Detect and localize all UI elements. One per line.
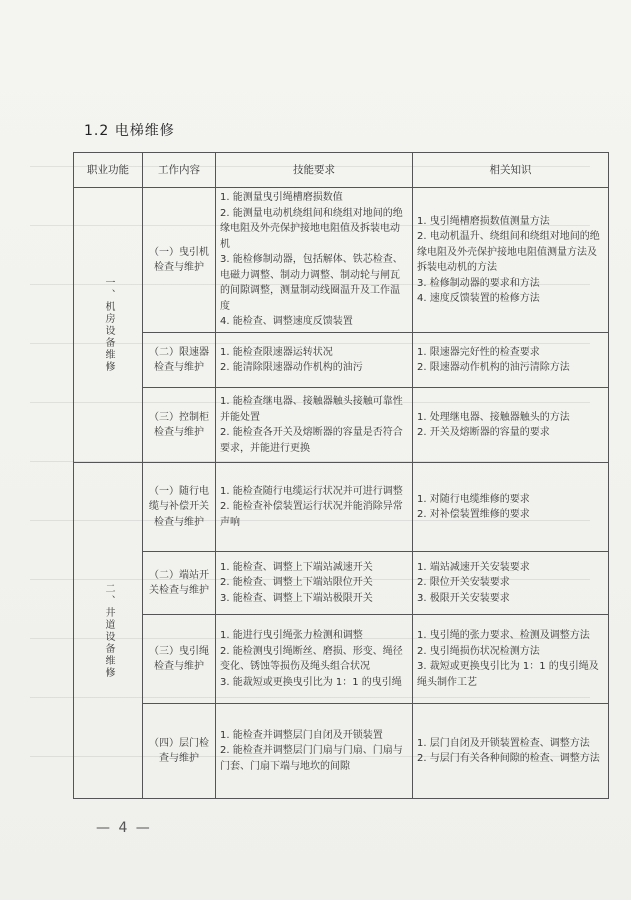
skill-item: 1. 能检查、调整上下端站减速开关 [220, 561, 373, 573]
knowledge-item: 2. 限位开关安装要求 [417, 577, 510, 589]
table-row [74, 615, 609, 704]
work-cell: （一）曳引机检查与维护 [143, 188, 216, 333]
skills-table [73, 152, 609, 799]
knowledge-item: 1. 曳引绳槽磨损数值测量方法 [417, 215, 550, 227]
knowledge-item: 3. 极限开关安装要求 [417, 592, 510, 604]
skill-item: 2. 能测量电动机绕组间和绕组对地间的绝缘电阻及外壳保护接地电阻值及拆装电动机 [220, 207, 403, 250]
skill-item: 3. 能检查、调整上下端站极限开关 [220, 592, 373, 604]
knowledge-item: 2. 与层门有关各种间隙的检查、调整方法 [417, 753, 600, 764]
header-skills: 技能要求 [216, 153, 413, 188]
skill-cell [216, 552, 413, 615]
table-row [74, 463, 609, 552]
knowledge-item: 2. 对补偿装置维修的要求 [417, 509, 530, 520]
table-header-row [74, 153, 609, 188]
skill-cell [216, 463, 413, 552]
skill-item: 2. 能检查各开关及熔断器的容量是否符合要求，并能进行更换 [220, 427, 403, 454]
skill-item: 1. 能检查限速器运转状况 [220, 346, 333, 358]
skill-item: 1. 能进行曳引绳张力检测和调整 [220, 630, 363, 641]
knowledge-cell [413, 333, 609, 388]
skill-item: 2. 能检查并调整层门门扇与门扇、门扇与门套、门扇下端与地坎的间隙 [220, 745, 403, 772]
header-work: 工作内容 [143, 153, 216, 188]
function-cell [74, 463, 143, 799]
table-row [74, 704, 609, 799]
skill-item: 1. 能检查继电器、接触器触头接触可靠性并能处置 [220, 396, 403, 423]
knowledge-cell [413, 615, 609, 704]
skill-item: 3. 能裁短或更换曳引比为 1：1 的曳引绳 [220, 676, 402, 688]
page-number: — 4 — [96, 820, 152, 836]
function-label: 一、机房设备维修 [103, 277, 114, 373]
work-cell: （一）随行电缆与补偿开关检查与维护 [143, 463, 216, 552]
knowledge-item: 3. 检修制动器的要求和方法 [417, 277, 540, 289]
skill-item: 2. 能清除限速器动作机构的油污 [220, 362, 363, 373]
skill-cell [216, 704, 413, 799]
skill-item: 2. 能检测曳引绳断丝、磨损、形变、绳径变化、锈蚀等损伤及绳头组合状况 [220, 645, 403, 672]
skill-cell [216, 333, 413, 388]
table-row [74, 188, 609, 333]
table-row [74, 552, 609, 615]
knowledge-item: 1. 处理继电器、接触器触头的方法 [417, 411, 570, 423]
work-cell: （三）曳引绳检查与维护 [143, 615, 216, 704]
work-cell: （三）控制柜检查与维护 [143, 388, 216, 463]
knowledge-item: 2. 开关及熔断器的容量的要求 [417, 427, 550, 438]
skill-cell [216, 188, 413, 333]
skill-item: 4. 能检查、调整速度反馈装置 [220, 316, 353, 328]
work-cell: （二）端站开关检查与维护 [143, 552, 216, 615]
skill-item: 1. 能检查并调整层门自闭及开锁装置 [220, 729, 383, 741]
skill-item: 3. 能检修制动器，包括解体、铁芯检查、电磁力调整、制动力调整、制动轮与闸瓦的间隙调整，测量制动线圈温升及工作温度 [220, 254, 403, 312]
skill-item: 2. 能检查补偿装置运行状况并能消除异常声响 [220, 501, 403, 528]
knowledge-item: 3. 裁短或更换曳引比为 1：1 的曳引绳及绳头制作工艺 [417, 661, 599, 688]
knowledge-cell [413, 188, 609, 333]
knowledge-item: 1. 曳引绳的张力要求、检测及调整方法 [417, 630, 590, 641]
knowledge-cell [413, 552, 609, 615]
section-title: 1.2 电梯维修 [84, 123, 175, 139]
knowledge-item: 4. 速度反馈装置的检修方法 [417, 293, 540, 304]
skill-item: 2. 能检查、调整上下端站限位开关 [220, 577, 373, 589]
knowledge-item: 1. 对随行电缆维修的要求 [417, 493, 530, 505]
skill-cell [216, 388, 413, 463]
work-cell: （二）限速器检查与维护 [143, 333, 216, 388]
knowledge-item: 2. 曳引绳损伤状况检测方法 [417, 645, 540, 657]
function-cell [74, 188, 143, 463]
knowledge-item: 1. 限速器完好性的检查要求 [417, 346, 540, 358]
knowledge-item: 2. 电动机温升、绕组间和绕组对地间的绝缘电阻及外壳保护接地电阻值测量方法及拆装电动机的方法 [417, 231, 600, 273]
knowledge-item: 2. 限速器动作机构的油污清除方法 [417, 362, 570, 373]
skill-item: 1. 能检查随行电缆运行状况并可进行调整 [220, 485, 403, 497]
header-function: 职业功能 [74, 153, 143, 188]
knowledge-cell [413, 704, 609, 799]
knowledge-cell [413, 463, 609, 552]
knowledge-item: 1. 端站减速开关安装要求 [417, 561, 530, 573]
function-label: 二、井道设备维修 [103, 582, 114, 679]
table-row [74, 333, 609, 388]
knowledge-item: 1. 层门自闭及开锁装置检查、调整方法 [417, 737, 590, 749]
work-cell: （四）层门检查与维护 [143, 704, 216, 799]
header-knowledge: 相关知识 [413, 153, 609, 188]
knowledge-cell [413, 388, 609, 463]
table-row [74, 388, 609, 463]
skill-cell [216, 615, 413, 704]
skill-item: 1. 能测量曳引绳槽磨损数值 [220, 192, 343, 204]
